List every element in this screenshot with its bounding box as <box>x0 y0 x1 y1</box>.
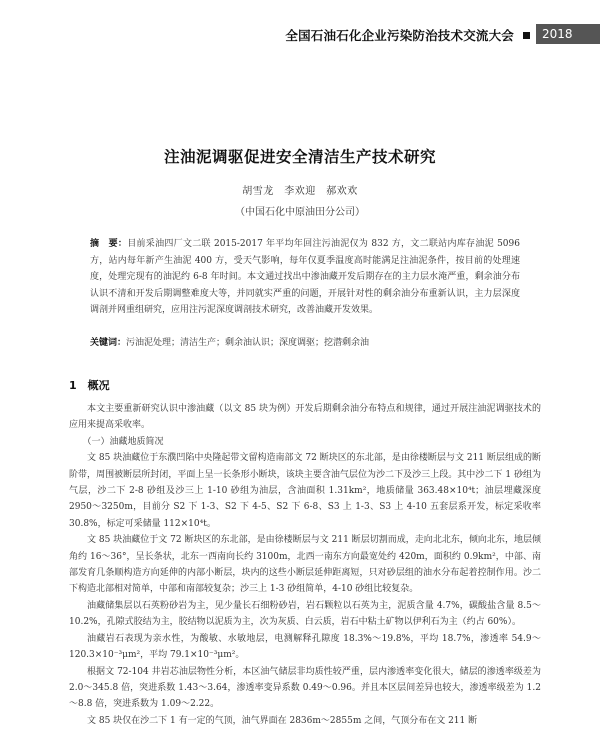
abstract <box>90 236 520 319</box>
keywords-text: 污油泥处理；清洁生产；剩余油认识；深度调驱；挖潜剩余油 <box>126 338 370 348</box>
conference-name: 全国石油石化企业污染防治技术交流大会 <box>285 28 514 43</box>
section-heading: 1 概况 <box>69 379 110 392</box>
subsection-heading: （一）油藏地质简况 <box>82 436 164 447</box>
body-text <box>69 401 541 729</box>
paragraph: 文 85 块油藏位于文 72 断块区的东北部，是由徐楼断层与文 211 断层切割而成，走向北北东，倾向北东，地层倾角约 16～36°，呈长条状，北东一西南向长约 3100m，北西一南东方向最宽处约 420m，面积约 0.9km²，中部、南部发育几条顺构造方向延伸的内部小断层，块内的这些小断层延伸距离短，只对砂层组的油水分布起着控制作用。沙二下构造北部相对简单，中部和南部较复杂；沙三上 1-3 砂组简单，4-10 砂组比较复杂。 <box>69 535 541 595</box>
keywords <box>90 335 520 348</box>
abstract-text: 目前采油四厂文二联 2015-2017 年平均年回注污油泥仅为 832 方，文二联站内库存油泥 5096 方，站内每年新产生油泥 400 方，受天气影响，每年仅夏季温度高时能满足注油泥条件，按目前的处理速度，处理完现有的油泥约 6-8 年时间。本文通过找出中渗油藏开发后期存在的主力层水淹严重，剩余油分布认识不清和开发后期调整难度大等，并同就实严重的问题，开展针对性的剩余油分布重新认识，主力层深度调剖并网重组研究，应用注污泥深度调剖技术研究，改善油藏开发效果。 <box>90 239 520 315</box>
keywords-label: 关键词： <box>90 338 127 348</box>
paper-title: 注油泥调驱促进安全清洁生产技术研究 <box>163 148 436 166</box>
year-tab: 2018 <box>536 24 600 44</box>
paragraph: 根据文 72-104 井岩芯油层物性分析，本区油气储层非均质性较严重，层内渗透率变化很大，储层的渗透率级差为 2.0～345.8 倍，突进系数 1.43～3.64，渗透率变异系数 0.49～0.96。并且本区层间差异也较大，渗透率级差为 1.2～8.8 倍，突进系数为 1.09～2.22。 <box>69 666 541 710</box>
authors: 胡雪龙 李欢迎 郝欢欢 <box>242 186 358 197</box>
paragraph: 油藏岩石表现为亲水性，为酸敏、水敏地层，电测解释孔隙度 18.3%～19.8%，平均 18.7%，渗透率 54.9～120.3×10⁻³μm²，平均 79.1×10⁻³μm²。 <box>69 633 541 661</box>
running-header <box>0 22 600 48</box>
abstract-label: 摘 要： <box>90 239 128 249</box>
paragraph: 文 85 块油藏位于东濮凹陷中央隆起带文留构造南部文 72 断块区的东北部，是由徐楼断层与文 211 断层组成的断阶带，周围被断层所封闭，平面上呈一长条形小断块，该块主要含油气层位为沙二下及沙三上段。其中沙二下 1 砂组为气层，沙二下 2-8 砂组及沙三上 1-10 砂组为油层，含油面积 1.31km²，地质储量 363.48×10⁴t；油层埋藏深度 2950～3250m，目前分 S2 下 1-3、S2 下 4-5、S2 下 6-8、S3 上 1-3、S3 上 4-10 五套层系开发，标定采收率 30.8%，标定可采储量 112×10⁴t。 <box>69 453 541 529</box>
paragraph: 文 85 块仅在沙二下 1 有一定的气顶，油气界面在 2836m～2855m 之间，气顶分布在文 211 断 <box>87 715 478 726</box>
paragraph: 本文主要重新研究认识中渗油藏（以文 85 块为例）开发后期剩余油分布特点和规律，通过开展注油泥调驱技术的应用来提高采收率。 <box>69 404 541 431</box>
affiliation: （中国石化中原油田分公司） <box>235 207 365 218</box>
square-bullet-icon <box>523 32 530 39</box>
paragraph: 油藏储集层以石英粉砂岩为主，见少量长石细粉砂岩，岩石颗粒以石英为主，泥质含量 4.7%，碳酸盐含量 8.5～10.2%，孔隙式胶结为主，胶结物以泥质为主，次为灰质、白云质，岩石中粘土矿物以伊利石为主（约占 60%）。 <box>69 600 541 628</box>
